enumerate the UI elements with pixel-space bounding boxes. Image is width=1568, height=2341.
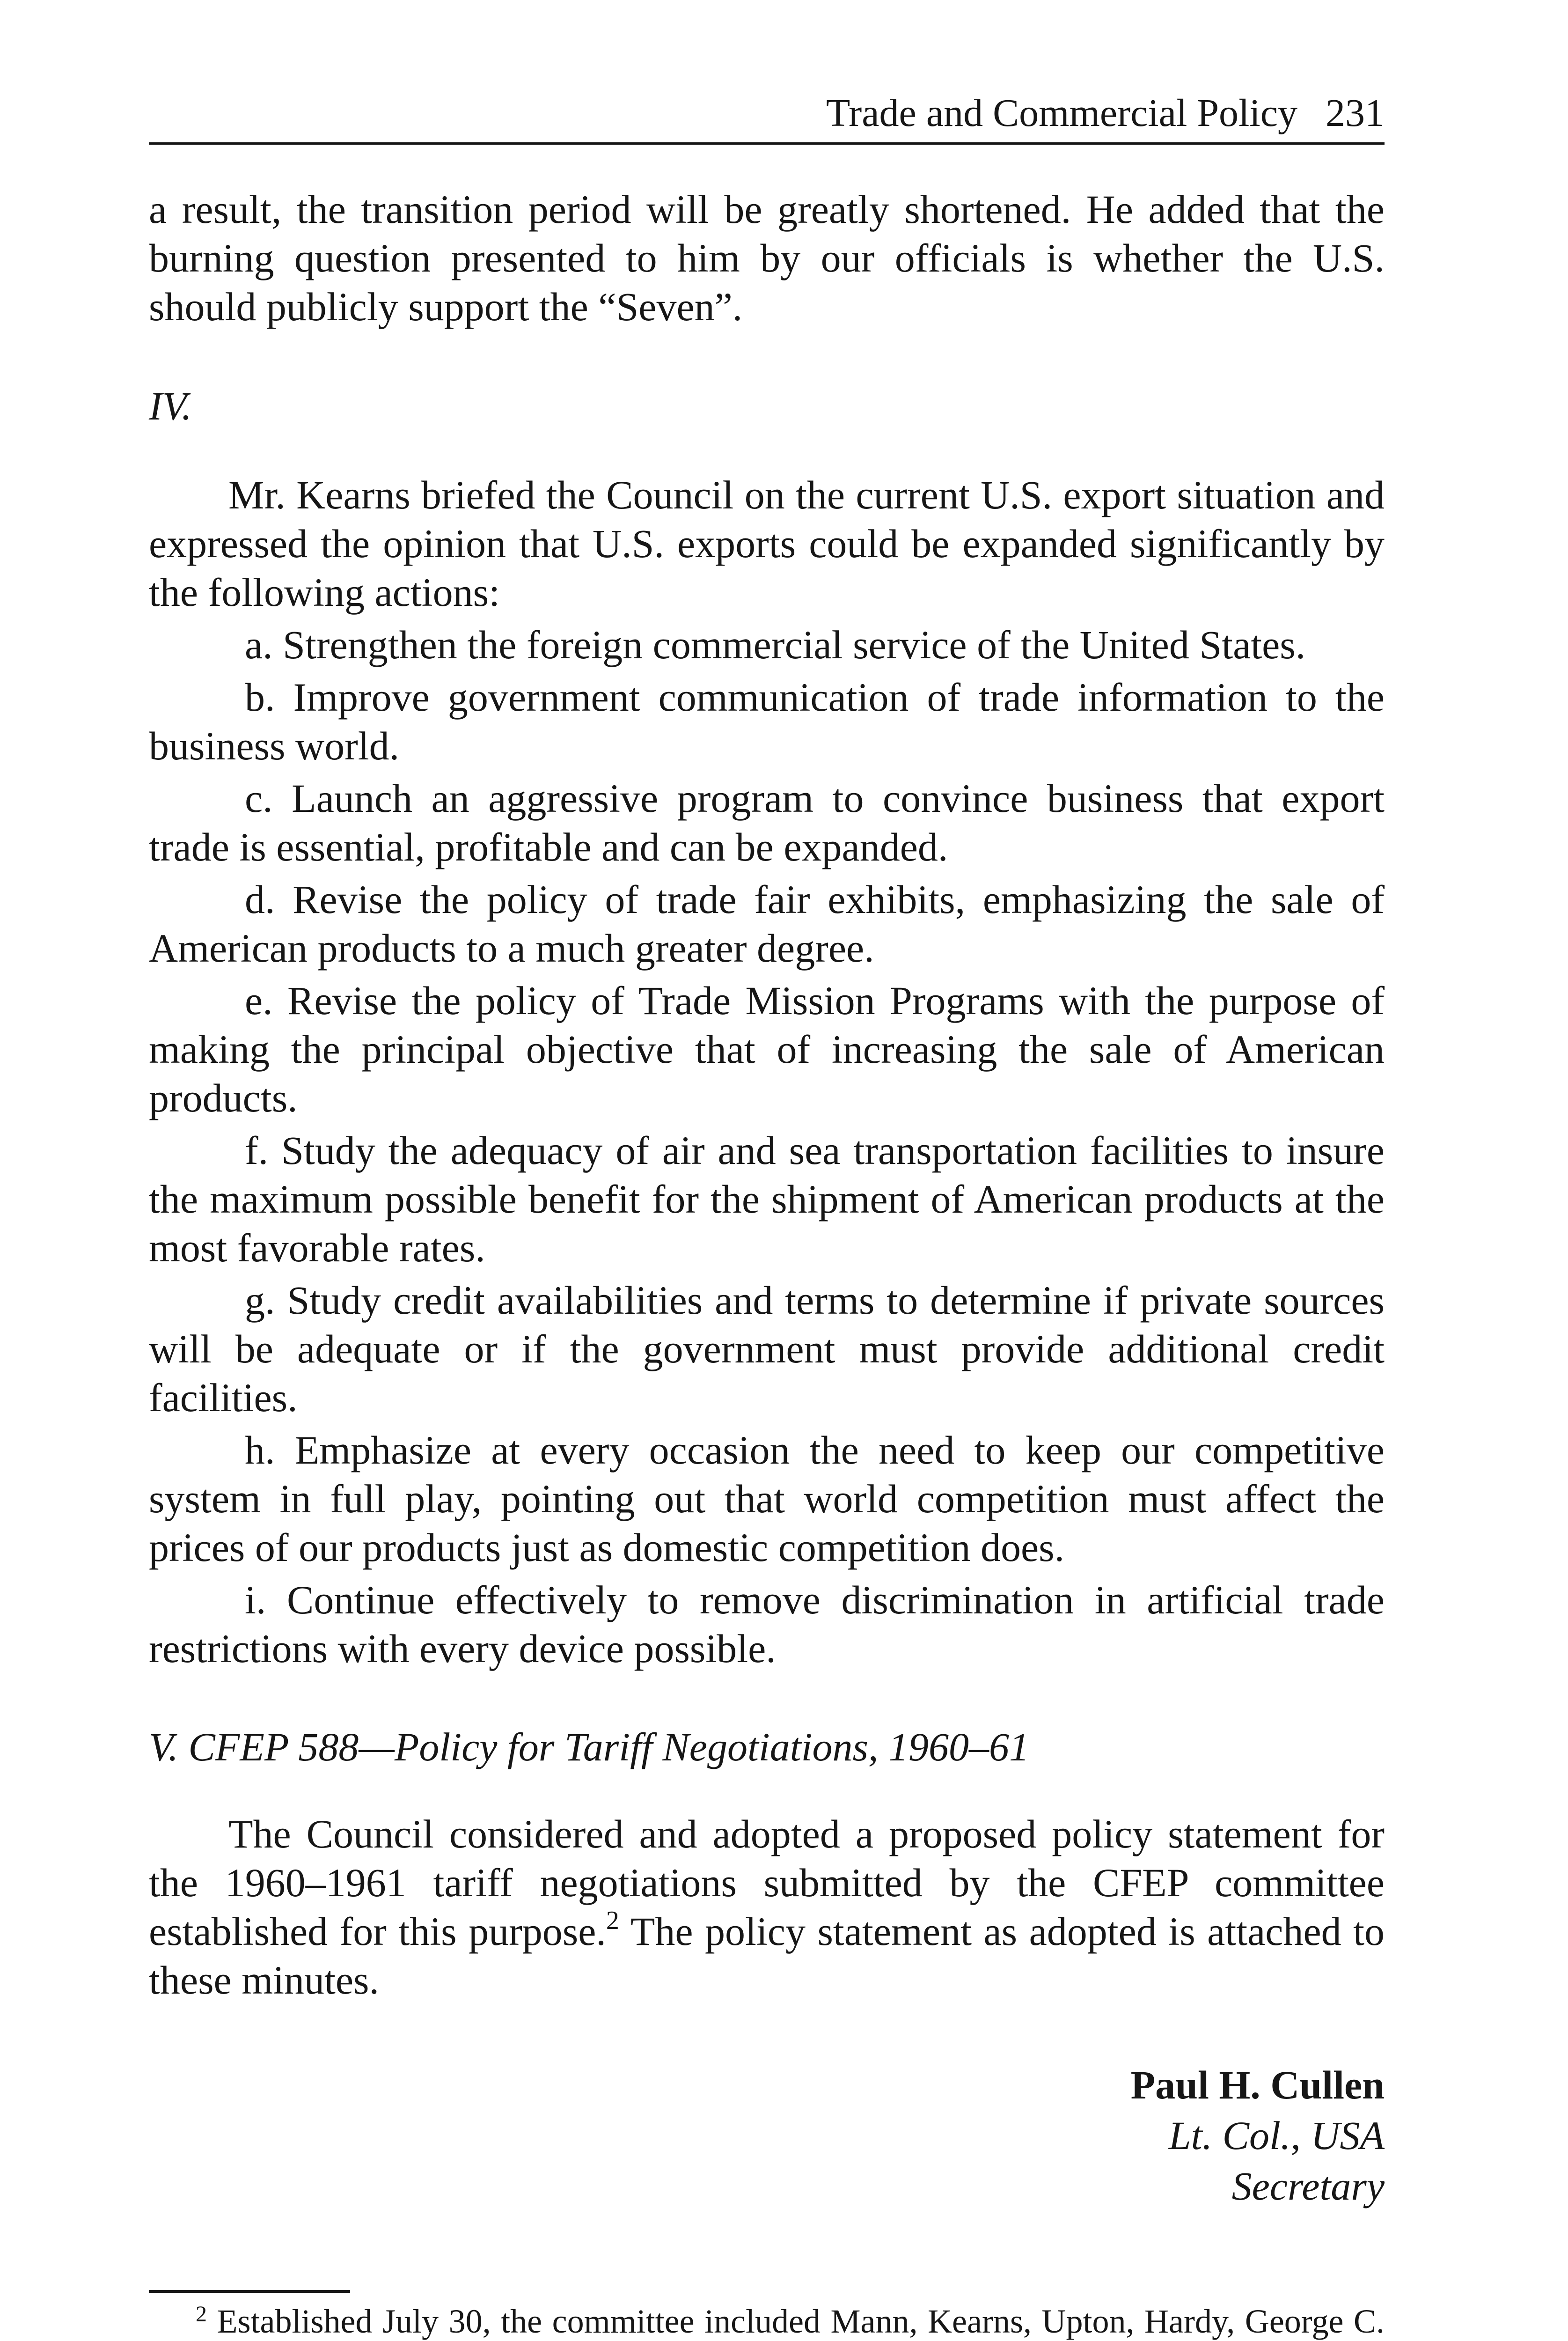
footnote [149,2302,1385,2341]
opening-paragraph: a result, the transition period will be greatly shortened. He added that the burning question presented to him by our officials is whether the U.S. should publicly support the “Seven”. [149,187,1385,329]
list-item: g. Study credit availabilities and terms to determine if private sources will be adequate or if the government must provide additional credit facilities. [149,1278,1385,1420]
running-head [149,91,1385,145]
signatory-name: Paul H. Cullen [1130,2062,1385,2107]
section-v-text-continued: The policy statement as adopted is attached to these minutes. [149,1909,1385,2002]
section-iv-intro: Mr. Kearns briefed the Council on the current U.S. export situation and expressed the opinion that U.S. exports could be expanded significantly by the following actions: [149,472,1385,615]
section-v-paragraph [149,1810,1385,2004]
page-number: 231 [1326,91,1385,135]
section-v-text: The Council considered and adopted a proposed policy statement for the 1960–1961 tariff negotiations submitted by the CFEP committee established for this purpose. [149,1811,1385,1954]
list-item: h. Emphasize at every occasion the need to keep our competitive system in full play, pointing out that world competition must affect the prices of our products just as domestic competition does. [149,1428,1385,1570]
list-item: c. Launch an aggressive program to convince business that export trade is essential, profitable and can be expanded. [149,776,1385,869]
action-list [149,620,1385,1673]
list-item: f. Study the adequacy of air and sea transportation facilities to insure the maximum possible benefit for the shipment of American products at the most favorable rates. [149,1128,1385,1270]
list-item: b. Improve government communication of trade information to the business world. [149,675,1385,768]
signatory-title: Secretary [1231,2164,1385,2208]
list-item: a. Strengthen the foreign commercial service of the United States. [245,622,1306,667]
document-page [149,91,1385,2341]
list-item: i. Continue effectively to remove discrimination in artificial trade restrictions with every device possible. [149,1577,1385,1671]
signature-block [149,2060,1385,2211]
signatory-rank: Lt. Col., USA [1168,2113,1385,2158]
running-head-title: Trade and Commercial Policy [826,91,1297,135]
section-iv-heading: IV. [149,383,192,428]
footnote-marker: 2 [196,2302,207,2326]
footnote-reference[interactable]: 2 [606,1906,619,1935]
footnote-text: Established July 30, the committee included Mann, Kearns, Upton, Hardy, George C. [217,2303,1385,2340]
list-item: d. Revise the policy of trade fair exhibits, emphasizing the sale of American products to a much greater degree. [149,877,1385,971]
footnote-divider [149,2290,350,2293]
list-item: e. Revise the policy of Trade Mission Programs with the purpose of making the principal objective that of increasing the sale of American products. [149,978,1385,1120]
section-v-heading: V. CFEP 588—Policy for Tariff Negotiations, 1960–61 [149,1724,1029,1769]
